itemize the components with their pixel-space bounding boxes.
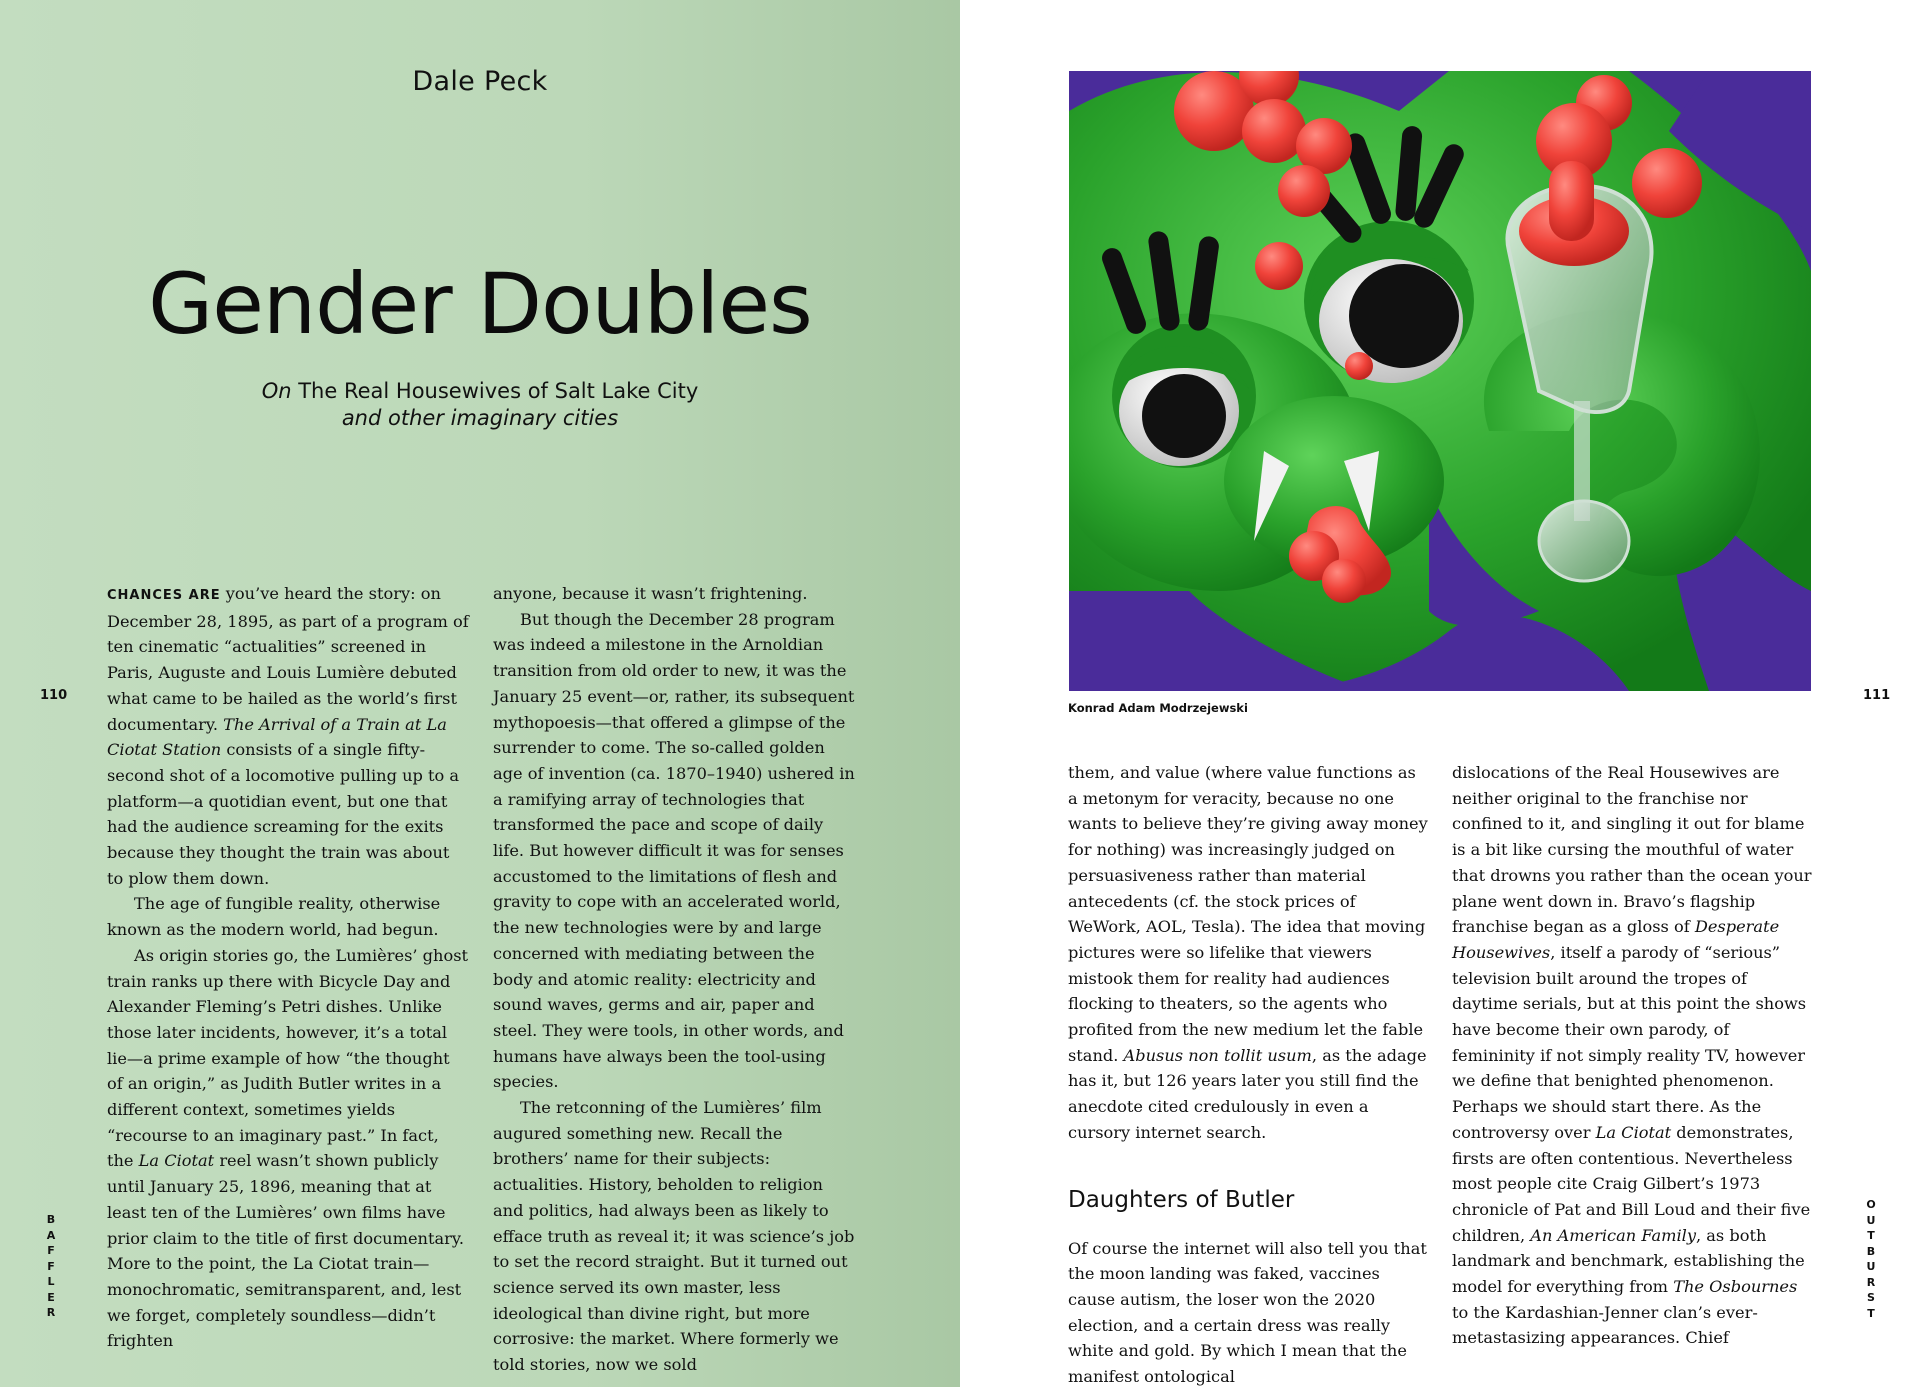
- paragraph: As origin stories go, the Lumières’ ghost train ranks up there with Bicycle Day and Alexander Fleming’s Petri dishes. Unlike those later incidents, however, it’s a total lie—a prime example of how “the thought of an origin,” as Judith Butler writes in a different context, sometimes yields “recourse to an imaginary past.” In fact, the La Ciotat reel wasn’t shown publicly until January 25, 1896, meaning that at least ten of the Lumières’ own films have prior claim to the title of first documentary. More to the point, the La Ciotat train—monochromatic, semitransparent, and, lest we forget, completely soundless—didn’t frighten: [107, 945, 469, 1351]
- running-head-letter: S: [1867, 1291, 1875, 1304]
- running-head-letter: T: [1867, 1229, 1875, 1242]
- running-head-letter: O: [1866, 1198, 1876, 1211]
- subtitle-on: On: [261, 379, 292, 403]
- paragraph: But though the December 28 program was indeed a milestone in the Arnoldian transition from old order to new, it was the January 25 event—or, rather, its subsequent mythopoesis—that offered a glimpse of the surrender to come. The so-called golden age of invention (ca. 1870–1940) ushered in a ramifying array of technologies that transformed the pace and scope of daily life. But however difficult it was for senses accustomed to the limitations of flesh and gravity to cope with an accelerated world, the new technologies were by and large concerned with mediating between the body and atomic reality: electricity and sound waves, germs and air, paper and steel. They were tools, in other words, and humans have always been the tool-using species.: [493, 609, 855, 1092]
- running-head-letter: F: [47, 1259, 55, 1273]
- running-head-letter: B: [1866, 1244, 1876, 1258]
- running-head-letter: T: [1867, 1306, 1875, 1320]
- paragraph: them, and value (where value functions as a metonym for veracity, because no one wants to believe they’re giving away money for nothing) was increasingly judged on persuasiveness rather than material antecedents (cf. the stock prices of WeWork, AOL, Tesla). The idea that moving pictures were so lifelike that viewers mistook them for reality had audiences flocking to theaters, so the agents who profited from the new medium let the fable stand. Abusus non tollit usum, as the adage has it, but 126 years later you still find the anecdote cited credulously in even a cursory internet search.: [1068, 763, 1428, 1142]
- paragraph: Of course the internet will also tell you that the moon landing was faked, vaccines cause autism, the loser won the 2020 election, and a certain dress was really white and gold. By which I mean that the manifest ontological: [1068, 1238, 1427, 1387]
- folio-left: 110: [40, 688, 68, 703]
- author-name: Dale Peck: [412, 66, 548, 97]
- paragraph: CHANCES ARE you’ve heard the story: on December 28, 1895, as part of a program of ten cinematic “actualities” screened in Paris, Auguste and Louis Lumière debuted what came to be hailed as the world’s first documentary. The Arrival of a Train at La Ciotat Station consists of a single fifty-second shot of a locomotive pulling up to a platform—a quotidian event, but one that had the audience screaming for the exits because they thought the train was about to plow them down.: [107, 584, 469, 888]
- subtitle-show: The Real Housewives of Salt Lake City: [298, 379, 699, 403]
- running-head-letter: U: [1866, 1260, 1876, 1273]
- image-caption: Konrad Adam Modrzejewski: [1068, 701, 1248, 715]
- paragraph: anyone, because it wasn’t frightening.: [493, 584, 808, 603]
- body-column-1: [107, 581, 469, 1354]
- running-head-outburst: [1864, 1197, 1878, 1321]
- body-column-4: [1452, 760, 1814, 1351]
- running-head-letter: U: [1866, 1213, 1876, 1227]
- artwork-illustration: [1069, 71, 1811, 691]
- running-head-letter: R: [1866, 1275, 1876, 1289]
- running-head-letter: B: [46, 1213, 56, 1226]
- article-subtitle: [0, 378, 960, 432]
- paragraph: dislocations of the Real Housewives are neither original to the franchise nor confined to it, and singling it out for blame is a bit like cursing the mouthful of water that drowns you rather than the ocean your plane went down in. Bravo’s flagship franchise began as a gloss of Desperate Housewives, itself a parody of “serious” television built around the tropes of daytime serials, but at this point the shows have become their own parody, of femininity if not simply reality TV, however we define that benighted phenomenon. Perhaps we should start there. As the controversy over La Ciotat demonstrates, firsts are often contentious. Nevertheless most people cite Craig Gilbert’s 1973 chronicle of Pat and Bill Loud and their five children, An American Family, as both landmark and benchmark, establishing the model for everything from The Osbournes to the Kardashian-Jenner clan’s ever-metastasizing appearances. Chief: [1452, 763, 1812, 1348]
- paragraph: The retconning of the Lumières’ film augured something new. Recall the brothers’ name for their subjects: actualities. History, beholden to religion and politics, had always been as likely to efface truth as reveal it; it was science’s job to set the record straight. But it turned out science served its own master, less ideological than divine right, but more corrosive: the market. Where formerly we told stories, now we sold: [493, 1098, 855, 1375]
- paragraph: The age of fungible reality, otherwise known as the modern world, had begun.: [107, 894, 441, 940]
- section-heading: Daughters of Butler: [1068, 1186, 1295, 1213]
- running-head-letter: E: [47, 1290, 55, 1304]
- article-title: Gender Doubles: [148, 255, 812, 353]
- body-column-3: [1068, 760, 1430, 1387]
- subtitle-rest: and other imaginary cities: [341, 406, 619, 430]
- running-head-letter: A: [46, 1228, 56, 1242]
- lead-in: CHANCES ARE: [107, 588, 221, 603]
- body-column-2: [493, 581, 855, 1378]
- right-page: [960, 0, 1920, 1387]
- folio-right: 111: [1863, 688, 1891, 703]
- running-head-baffler: [44, 1212, 58, 1321]
- running-head-letter: L: [47, 1275, 55, 1288]
- running-head-letter: R: [46, 1306, 56, 1319]
- running-head-letter: F: [47, 1244, 55, 1257]
